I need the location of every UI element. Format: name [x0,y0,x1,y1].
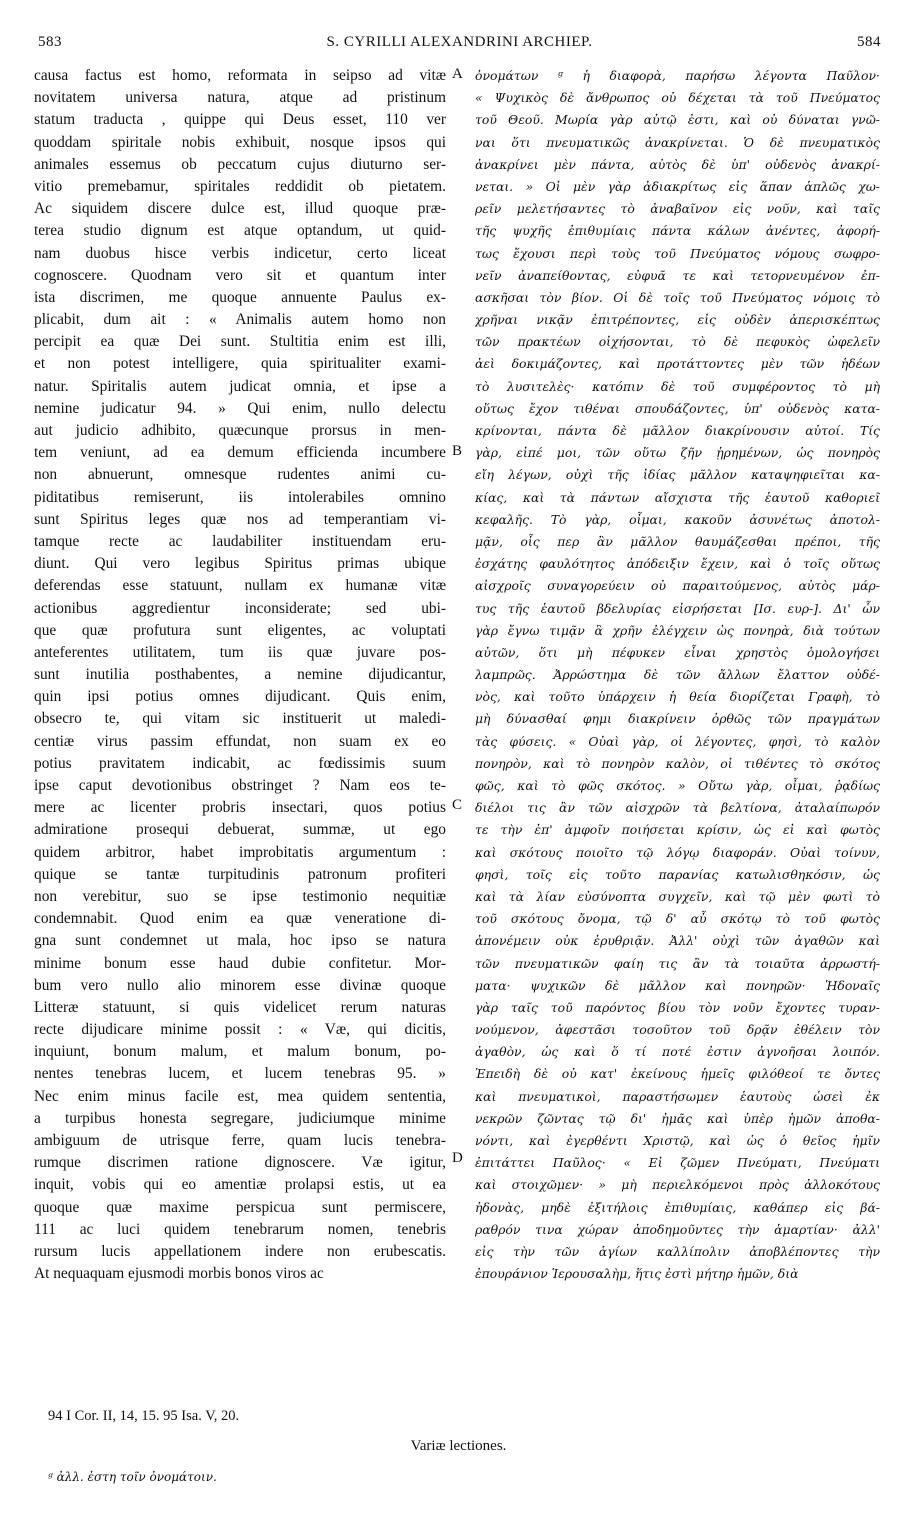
greek-text-line: ἀπονέμειν οὐκ ἐρυθριᾷν. Ἀλλ' οὐχὶ τῶν ἀγαθῶν καὶ [475,933,880,949]
footnotes: 94 I Cor. II, 14, 15. 95 Isa. V, 20. [48,1408,240,1424]
latin-text-line: sunt inutilia posthabentes, a nemine dijudicantur, [34,666,446,684]
greek-text-line: τῶν πνευματικῶν φαίη τις ἂν τὰ τοιαῦτα ἀρρωστή- [475,955,880,971]
greek-text-line: τὸ λυσιτελὲς· κατόπιν δὲ τοῦ συμφέροντος τὸ μὴ [475,378,880,394]
latin-text-line: At nequaquam ejusmodi morbis bonos viros ac [34,1265,324,1283]
latin-text-line: piditatibus remiserunt, iis intolerabiles omnino [34,488,446,506]
greek-text-line: φῶς, καὶ τὸ φῶς σκότος. » Οὔτω γὰρ, οἶμαι, ῥᾳδίως [475,778,880,793]
latin-text-line: nam duobus hisce verbis indicetur, certo liceat [34,244,446,262]
greek-text-line: νεται. » Οἱ μὲν γὰρ ἀδιακρίτως εἰς ἅπαν ἁπλῶς χω- [475,178,880,194]
latin-text-line: admiratione prosequi debuerat, summæ, ut ego [34,821,446,839]
latin-text-line: Nec enim minus facile est, mea quidem sententia, [34,1087,446,1105]
greek-text-line: τοῦ σκότους ὄνομα, τῷ δ' αὖ σκότῳ τὸ τοῦ φωτὸς [475,911,880,927]
greek-text-line: καὶ τὰ λίαν εὐσύνοπτα συγχεῖν, καὶ τῷ μὲν φωτὶ τὸ [475,888,880,904]
greek-text-line: ἐσχάτης φαυλότητος ἀπόδειξιν ἔχειν, καὶ ὁ τοῖς οὕτως [475,556,880,572]
latin-text-line: recte dijudicare minime possit : « Væ, qui dicitis, [34,1021,446,1039]
latin-text-line: obsecro te, qui vitam sic instituerit ut maledi- [34,710,446,728]
margin-letter-d: D [452,1150,463,1166]
greek-text-line: τῆς ψυχῆς ἐπιθυμίαις πάντα κάλων ἀνέντες, ἀφορή- [475,223,880,239]
greek-text-line: ἀεὶ δοκιμάζοντες, καὶ προτάττοντες μὲν τῶν ἡδέων [475,356,880,372]
greek-text-line: γὰρ, εἰπέ μοι, τῶν οὕτω ζῆν ᾑρημένων, ὡς πονηρὸς [475,445,880,461]
latin-text-line: bum vero nullo alio minorem esse divinæ quoque [34,976,446,994]
latin-text-line: inquiunt, bonum malum, et malum bonum, po- [34,1043,446,1061]
latin-text-line: anteferentes utilitatem, tum iis quæ juvare pos- [34,643,446,661]
latin-text-line: Ac siquidem discere dulce est, illud quoque præ- [34,200,446,218]
latin-text-line: actionibus aggredientur inconsiderate; sed ubi- [34,599,446,617]
latin-text-line: cognoscere. Quodnam vero sit et quantum inter [34,266,446,284]
latin-text-line: tamque recte ac laudabiliter instituendam eru- [34,532,446,550]
latin-text-line: rumque discrimen ratione dignoscere. Væ igitur, [34,1154,446,1172]
latin-text-line: quoque quæ maxime perspicua sunt permiscere, [34,1198,446,1216]
variant-reading: ᵍ ἀλλ. ἐστη τοῖν ὀνομάτοιν. [48,1470,217,1484]
greek-text-line: αὐτῶν, ὅτι μὴ πέφυκεν εἶναι χρηστὸς ὁμολογήσει [475,644,880,660]
greek-text-line: διέλοι τις ἂν τῶν αἰσχρῶν τὰ βελτίονα, ἀταλαίπωρόν [475,800,880,816]
latin-text-line: natur. Spiritalis autem judicat omnia, et ipse a [34,377,446,395]
greek-text-line: γὰρ ἔγνω τιμᾷν ἃ χρῆν ἐλέγχειν ὡς πονηρὰ, διὰ τούτων [475,622,880,638]
greek-text-line: λαμπρῶς. Ἀρρώστημα δὲ τῶν ἄλλων ἔλαττον οὐδέ- [475,667,880,683]
greek-text-line: ραθρόν τινα χώραν ἀποδημοῦντες τὴν ἁμαρτίαν· ἀλλ' [475,1221,880,1237]
greek-text-line: φησὶ, τοῖς εἰς τοῦτο παρανίας κατωλισθηκόσιν, ὡς [475,866,880,882]
greek-text-line: εἴη λέγων, οὐχὶ τῆς ἰδίας μᾶλλον καταψηφιεῖται κα- [475,467,880,483]
latin-text-line: minime bonum esse haud dubie confitetur. Mor- [34,954,446,972]
latin-text-line: plicabit, dum ait : « Animalis autem homo non [34,311,446,329]
latin-text-line: condemnabit. Quod enim ea quæ veneratione di- [34,910,446,928]
greek-text-line: τυς τῆς ἑαυτοῦ βδελυρίας εἰσρήσεται [Ισ. ευρ-]. Δι' ὧν [475,600,880,616]
latin-text-line: 111 ac luci quidem tenebrarum nomen, tenebris [34,1220,446,1238]
greek-text-line: κεφαλῆς. Τὸ γὰρ, οἶμαι, κακοῦν ἀσυνέτως ἀποτολ- [475,511,880,527]
greek-text-line: ἐπουράνιον Ἱερουσαλὴμ, ἥτις ἐστὶ μήτηρ ἡμῶν, διὰ [475,1266,799,1282]
greek-text-column [475,65,880,1397]
latin-text-line: quique se tantæ turpitudinis patronum profiteri [34,865,446,883]
greek-text-line: μᾷν, οἷς περ ἂν μᾶλλον θαυμάζεσθαι πρέποι, τῆς [475,533,880,549]
latin-text-line: non verebitur, suo se ipse testimonio nequitiæ [34,887,446,905]
greek-text-line: « Ψυχικὸς δὲ ἄνθρωπος οὐ δέχεται τὰ τοῦ Πνεύματος [475,90,880,106]
latin-text-line: Litteræ statuunt, si quis videlicet rerum naturas [34,998,446,1016]
greek-text-line: τὰς φύσεις. « Οὐαὶ γὰρ, οἱ λέγοντες, φησὶ, τὸ καλὸν [475,733,880,749]
greek-text-line: τως ἔχουσι περὶ τοὺς τοῦ Πνεύματος νόμους σωφρο- [475,245,880,261]
latin-text-line: animales essemus ob peccatum cujus diuturno ser- [34,155,446,173]
greek-text-line: πονηρὸν, καὶ τὸ πονηρὸν καλὸν, οἱ τιθέντες τὸ σκότος [475,755,880,771]
greek-text-line: τῶν πρακτέων οἰχήσονται, τὸ δὲ πεφυκὸς ὠφελεῖν [475,334,880,350]
latin-text-line: potius pravitatem indicabit, ac fœdissimis suum [34,754,446,772]
latin-text-line: inquit, vobis qui eo amentiæ prolapsi estis, ut ea [34,1176,446,1194]
latin-text-line: ipse caput devotionibus obstringet ? Nam eos te- [34,777,446,794]
latin-text-line: terea studio dignum est atque optandum, ut quid- [34,222,446,240]
greek-text-line: οὕτως ἔχον τιθέναι σπουδάζοντες, ὑπ' οὐδενὸς κατα- [475,400,880,416]
right-page-number: 584 [857,34,881,50]
greek-text-line: τε τὴν ἐπ' ἀμφοῖν ποιήσεται κρίσιν, ὡς εἰ καὶ φωτὸς [475,822,880,838]
greek-text-line: νούμενον, ἀφεστᾶσι τοσοῦτον τοῦ δρᾷν ἐθέλειν τὸν [475,1022,880,1038]
latin-text-line: novitatem universa natura, atque ad pristinum [34,89,446,107]
greek-text-line: ματα· ψυχικῶν δὲ μᾶλλον καὶ πονηρῶν· Ἡδοναῖς [475,977,880,993]
greek-text-line: νεῖν ἀναπείθοντας, εὐφυᾶ τε καὶ τετορνευμένον ἐπ- [475,267,880,283]
latin-text-line: percipit ea quæ Dei sunt. Stultitia enim est illi, [34,333,446,351]
greek-text-line: νόντι, καὶ ἐγερθέντι Χριστῷ, καὶ ὡς ὁ θεῖος ἡμῖν [475,1133,880,1148]
variae-lectiones-heading: Variæ lectiones. [410,1438,507,1454]
margin-letter-b: B [452,443,463,459]
latin-text-line: vitio premebamur, spiritales reddidit ob pietatem. [34,177,446,195]
latin-text-line: nemine judicatur 94. » Qui enim, nullo delectu [34,399,446,417]
latin-text-column [34,65,446,1397]
greek-text-line: Ἐπειδὴ δὲ οὐ κατ' ἐκείνους ἡμεῖς φιλόθεοί τε ὄντες [475,1066,880,1082]
latin-text-line: mere ac licenter probris insectari, quos potius [34,799,446,817]
greek-text-line: νὸς, καὶ τοῦτο ὑπάρχειν ἡ θεία διορίζεται Γραφὴ, τὸ [475,689,880,705]
greek-text-line: εἰς τὴν τῶν ἁγίων καλλίπολιν ἀποβλέποντες τὴν [475,1243,880,1259]
greek-text-line: μὴ δύνασθαί φημι διακρίνειν ὀρθῶς τῶν πραγμάτων [475,711,880,727]
greek-text-line: ἐπιτάττει Παῦλος· « Εἰ ζῶμεν Πνεύματι, Πνεύματι [475,1155,880,1171]
latin-text-line: nentes tenebras lucem, et lucem tenebras 95. » [34,1065,446,1083]
latin-text-line: que quæ profutura sunt eligentes, ac voluptati [34,621,446,639]
running-title: S. CYRILLI ALEXANDRINI ARCHIEP. [326,34,593,50]
greek-text-line: τοῦ Θεοῦ. Μωρία γὰρ αὐτῷ ἐστι, καὶ οὐ δύναται γνῶ- [475,112,880,128]
latin-text-line: a turpibus honesta segregare, judiciumque minime [34,1109,446,1127]
left-page-number: 583 [38,34,62,50]
running-header [38,34,881,56]
latin-text-line: non abnuerunt, omnesque rudentes animi cu- [34,466,446,484]
latin-text-line: quin ipsi potius omnes dijudicant. Quis enim, [34,688,446,706]
latin-text-line: ista discrimen, me quoque annuente Paulus ex- [34,288,446,306]
greek-text-line: κίας, καὶ τὰ πάντων αἴσχιστα τῆς ἑαυτοῦ καθοριεῖ [475,489,880,505]
latin-text-line: quoddam spiritale nobis exhibuit, nosque ipsos qui [34,133,446,151]
latin-text-line: rursum lucis appellationem indere non erubescatis. [34,1242,446,1260]
greek-text-line: ὀνομάτων ᵍ ἡ διαφορὰ, παρήσω λέγοντα Παῦλον· [475,68,880,83]
latin-text-line: causa factus est homo, reformata in seipso ad vitæ [34,67,446,84]
latin-text-line: diunt. Qui vero legibus Spiritus primas ubique [34,555,446,573]
greek-text-line: νεκρῶν ζῶντας τῷ δι' ἡμᾶς καὶ ὑπὲρ ἡμῶν ἀποθα- [475,1110,880,1126]
latin-text-line: gna sunt condemnet ut mala, hoc ipso se natura [34,932,446,950]
greek-text-line: γὰρ ταῖς τοῦ παρόντος βίου τὸν νοῦν ἔχοντες τυραν- [475,999,880,1015]
greek-text-line: ασκῆσαι τὸν βίον. Οἱ δὲ τοῖς τοῦ Πνεύματος νόμοις τὸ [475,289,880,305]
greek-text-line: καὶ στοιχῶμεν· » μὴ περιελκόμενοι πρὸς ἀλλοκότους [475,1177,880,1193]
greek-text-line: καὶ σκότους ποιοῖτο τῷ λόγῳ διαφοράν. Οὐαὶ τοίνυν, [475,844,880,860]
margin-letter-a: A [452,66,463,82]
margin-letter-c: C [452,797,463,813]
latin-text-line: aut judicio adhibito, quæcunque prorsus in men- [34,422,446,439]
greek-text-line: ρεῖν μελετήσαντες τὸ ἀναβαῖνον εἰς νοῦν, καὶ ταῖς [475,201,880,217]
latin-text-line: tem veniunt, ad ea demum efficienda incumbere [34,444,446,462]
greek-text-line: καὶ πνευματικοὶ, παραστήσωμεν ἑαυτοὺς ὡσεὶ ἐκ [475,1088,880,1104]
greek-text-line: ἀγαθὸν, ὡς καὶ ὅ τί ποτέ ἐστιν ἀγνοῆσαι λοιπόν. [475,1044,880,1060]
greek-text-line: χρῆναι νικᾷν ἐπιτρέποντες, εἰς οὐδὲν ἀπερισκέπτως [475,312,880,328]
latin-text-line: sunt Spiritus leges quæ nos ad temperantiam vi- [34,510,446,528]
latin-text-line: statum traducta , quippe qui Deus esset, 110 ver [34,111,446,129]
greek-text-line: ἀνακρίνει μὲν πάντα, αὐτὸς δὲ ὑπ' οὐδενὸς ἀνακρί- [475,156,880,172]
latin-text-line: deferendas esse statuunt, nullam ex humanæ vitæ [34,577,446,595]
greek-text-line: αἰσχροῖς συναγορεύειν οὐ παραιτούμενος, αὐτὸς μάρ- [475,578,880,594]
latin-text-line: et non potest intelligere, quia spiritualiter exami- [34,355,446,373]
latin-text-line: centiæ virus passim effundat, non suam ex eo [34,732,446,750]
latin-text-line: ambiguum de utrisque ferre, quam lucis tenebra- [34,1132,446,1149]
greek-text-line: κρίνονται, πάντα δὲ μᾶλλον διακρίνουσιν αὐτοί. Τίς [475,423,880,438]
greek-text-line: ἡδονὰς, μηδὲ ἐξιτήλοις ἐπιθυμίαις, καθάπερ εἰς βά- [475,1199,880,1215]
greek-text-line: ναι ὅτι πνευματικῶς ἀνακρίνεται. Ὁ δὲ πνευματικὸς [475,134,880,150]
latin-text-line: quidem arbitror, habet improbitatis argumentum : [34,843,446,861]
